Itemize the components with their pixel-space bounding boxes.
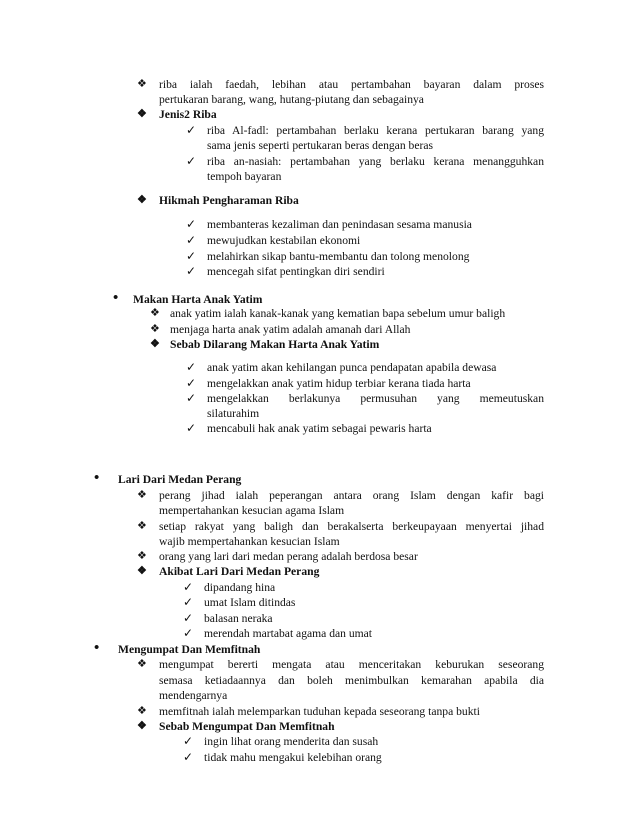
item-line: semasa ketiadaannya dan boleh menimbulkan kemarahan apabila dia: [159, 674, 544, 687]
list-item: [137, 657, 544, 673]
item-line: umat Islam ditindas: [204, 596, 296, 609]
item-line: mencabuli hak anak yatim sebagai pewaris harta: [207, 422, 432, 435]
check-item: [186, 264, 544, 280]
item-line: merendah martabat agama dan umat: [204, 627, 373, 640]
item-line: memfitnah ialah melemparkan tuduhan kepada seseorang tanpa bukti: [159, 705, 480, 718]
diamond-bullet-icon: ❖: [137, 550, 147, 562]
diamond-bullet-icon: ❖: [137, 489, 147, 501]
check-bullet-icon: ✓: [183, 626, 194, 640]
item-line: anak yatim ialah kanak-kanak yang kematian bapa sebelum umur baligh: [170, 307, 506, 320]
check-item: [186, 217, 544, 233]
list-item-continuation: [159, 503, 544, 519]
check-item-continuation: [207, 169, 544, 185]
list-item: [150, 306, 544, 322]
item-line: mencegah sifat pentingkan diri sendiri: [207, 265, 385, 278]
check-item: [183, 626, 544, 642]
check-item: [186, 249, 544, 265]
check-bullet-icon: ✓: [183, 734, 194, 748]
item-line: setiap rakyat yang baligh dan berakalserta berkeupayaan menyertai jihad: [159, 520, 544, 533]
item-line: mendengarnya: [159, 689, 228, 702]
bullet-dot-icon: •: [113, 290, 119, 306]
item-line: riba Al-fadl: pertambahan berlaku kerana pertukaran barang yang: [207, 124, 544, 137]
check-item: [183, 750, 544, 766]
item-line: membanteras kezaliman dan penindasan sesama manusia: [207, 218, 472, 231]
list-item: [150, 322, 544, 338]
subheading: [150, 337, 544, 353]
item-line: perang jihad ialah peperangan antara orang Islam dengan kafir bagi: [159, 489, 544, 502]
bullet-dot-icon: •: [94, 470, 100, 486]
check-bullet-icon: ✓: [186, 376, 197, 390]
diamond-bullet-icon: ❖: [150, 338, 160, 350]
item-line: tempoh bayaran: [207, 170, 282, 183]
section-title: Makan Harta Anak Yatim: [133, 293, 263, 306]
item-line: balasan neraka: [204, 612, 273, 625]
check-bullet-icon: ✓: [186, 123, 197, 137]
list-item-continuation: [159, 534, 544, 550]
check-item: [186, 360, 544, 376]
diamond-bullet-icon: ❖: [137, 194, 147, 206]
check-item: [186, 233, 544, 249]
item-line: mengelakkan berlakunya permusuhan yang memeutuskan: [207, 392, 544, 405]
diamond-bullet-icon: ❖: [137, 108, 147, 120]
check-item: [186, 421, 544, 437]
check-item: [183, 580, 544, 596]
item-line: mempertahankan kesucian agama Islam: [159, 504, 345, 517]
list-item: [137, 549, 544, 565]
item-line: wajib mempertahankan kesucian Islam: [159, 535, 340, 548]
diamond-bullet-icon: ❖: [137, 520, 147, 532]
list-item-continuation: [159, 92, 544, 108]
item-line: sama jenis seperti pertukaran beras dengan beras: [207, 139, 433, 152]
item-line: mengelakkan anak yatim hidup terbiar kerana tiada harta: [207, 377, 471, 390]
list-item-continuation: [159, 673, 544, 689]
check-item: [186, 154, 544, 170]
check-bullet-icon: ✓: [183, 595, 194, 609]
check-item: [186, 391, 544, 407]
item-line: mewujudkan kestabilan ekonomi: [207, 234, 361, 247]
list-item: [137, 519, 544, 535]
check-bullet-icon: ✓: [186, 360, 197, 374]
list-item: [137, 704, 544, 720]
check-bullet-icon: ✓: [186, 421, 197, 435]
item-line: pertukaran barang, wang, hutang-piutang dan sebagainya: [159, 93, 424, 106]
check-item: [183, 734, 544, 750]
item-line: ingin lihat orang menderita dan susah: [204, 735, 379, 748]
subheading-text: Sebab Dilarang Makan Harta Anak Yatim: [170, 338, 380, 351]
item-line: menjaga harta anak yatim adalah amanah dari Allah: [170, 323, 411, 336]
section-title: Lari Dari Medan Perang: [118, 473, 242, 486]
list-item: [137, 488, 544, 504]
diamond-bullet-icon: ❖: [137, 565, 147, 577]
subheading-text: Hikmah Pengharaman Riba: [159, 194, 299, 207]
item-line: mengumpat bererti mengata atau menceritakan keburukan seseorang: [159, 658, 544, 671]
check-bullet-icon: ✓: [183, 580, 194, 594]
check-bullet-icon: ✓: [183, 750, 194, 764]
subheading: [137, 564, 544, 580]
bullet-dot-icon: •: [94, 640, 100, 656]
section-heading: [94, 472, 544, 488]
section-heading: [94, 642, 544, 658]
item-line: dipandang hina: [204, 581, 276, 594]
check-item: [183, 611, 544, 627]
check-item: [183, 595, 544, 611]
item-line: tidak mahu mengakui kelebihan orang: [204, 751, 382, 764]
subheading: [137, 193, 544, 209]
list-item: [137, 77, 544, 93]
diamond-bullet-icon: ❖: [137, 658, 147, 670]
item-line: anak yatim akan kehilangan punca pendapatan apabila dewasa: [207, 361, 497, 374]
diamond-bullet-icon: ❖: [150, 323, 160, 335]
diamond-bullet-icon: ❖: [137, 720, 147, 732]
list-item-continuation: [159, 688, 544, 704]
check-bullet-icon: ✓: [186, 233, 197, 247]
item-line: riba an-nasiah: pertambahan yang berlaku kerana menangguhkan: [207, 155, 544, 168]
subheading-text: Akibat Lari Dari Medan Perang: [159, 565, 320, 578]
check-bullet-icon: ✓: [186, 249, 197, 263]
check-bullet-icon: ✓: [186, 264, 197, 278]
subheading: [137, 107, 544, 123]
section-title: Mengumpat Dan Memfitnah: [118, 643, 261, 656]
check-bullet-icon: ✓: [186, 391, 197, 405]
subheading: [137, 719, 544, 735]
check-item-continuation: [207, 138, 544, 154]
item-line: silaturahim: [207, 407, 260, 420]
subheading-text: Jenis2 Riba: [159, 108, 217, 121]
subheading-text: Sebab Mengumpat Dan Memfitnah: [159, 720, 335, 733]
check-bullet-icon: ✓: [183, 611, 194, 625]
diamond-bullet-icon: ❖: [150, 307, 160, 319]
check-bullet-icon: ✓: [186, 217, 197, 231]
item-line: riba ialah faedah, lebihan atau pertambahan bayaran dalam proses: [159, 78, 544, 91]
item-line: melahirkan sikap bantu-membantu dan tolong menolong: [207, 250, 470, 263]
diamond-bullet-icon: ❖: [137, 705, 147, 717]
check-item-continuation: [207, 406, 544, 422]
item-line: orang yang lari dari medan perang adalah berdosa besar: [159, 550, 418, 563]
check-bullet-icon: ✓: [186, 154, 197, 168]
check-item: [186, 123, 544, 139]
diamond-bullet-icon: ❖: [137, 78, 147, 90]
check-item: [186, 376, 544, 392]
